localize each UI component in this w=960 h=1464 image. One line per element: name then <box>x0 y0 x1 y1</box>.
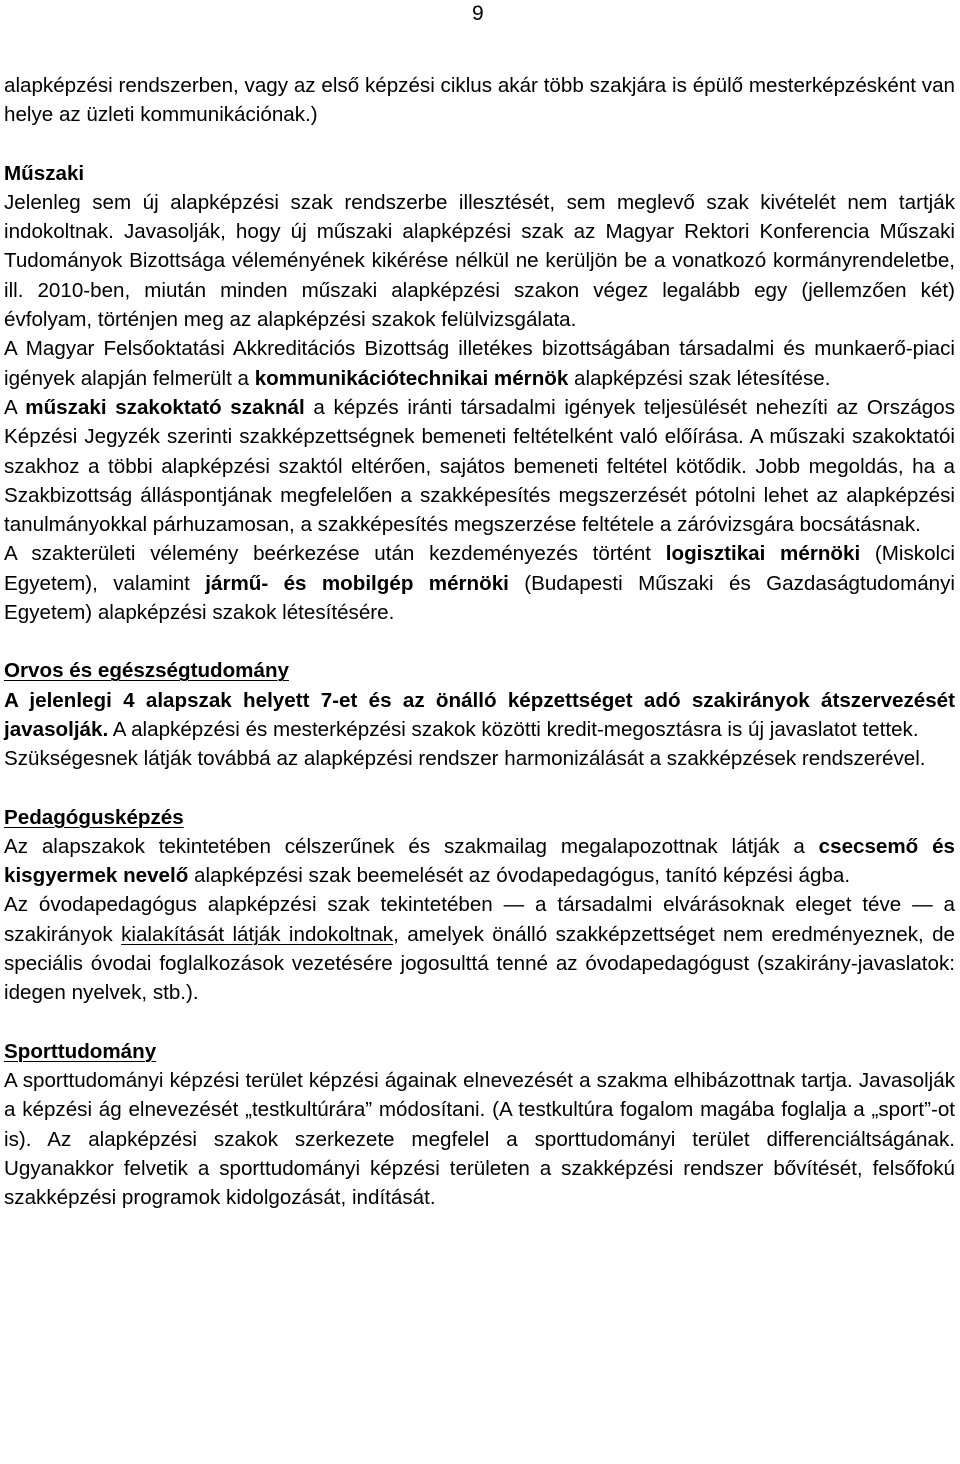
orvos-paragraph-2: Szükségesnek látják továbbá az alapképzési rendszer harmonizálását a szakképzések rendszerével. <box>4 747 926 771</box>
bold-term: jármű- és mobilgép mérnöki <box>205 571 509 595</box>
underlined-phrase: kialakítását látják indokoltnak <box>121 922 394 946</box>
spacer <box>4 130 955 159</box>
section-pedagogus <box>4 803 955 1008</box>
muszaki-paragraph-1: Jelenleg sem új alapképzési szak rendszerbe illesztését, sem meglevő szak kivételét nem tartják indokoltnak. Javasolják, hogy új műszaki alapképzési szak az Magyar Rektori Konferencia Műszaki Tudományok Bizottsága véleményének kikérése nélkül ne kerüljön be a vonatkozó kormányrendeletbe, ill. 2010-ben, miután minden műszaki alapképzési szakon végez legalább egy (jellemzően két) évfolyam, történjen meg az alapképzési szakok felülvizsgálata. <box>4 190 955 332</box>
orvos-paragraph-1 <box>4 686 955 745</box>
text-run: A Magyar Felsőoktatási Akkreditációs Bizottság illetékes bizottságában társadalmi és munkaerő-piaci igények alapján felmerült a <box>4 337 955 390</box>
text-run: alapképzési szak beemelését az óvodapedagógus, tanító képzési ágba. <box>188 864 851 888</box>
section-heading-pedagogus: Pedagógusképzés <box>4 805 184 829</box>
page-number: 9 <box>472 2 484 25</box>
spacer <box>4 1008 955 1037</box>
spacer <box>4 627 955 656</box>
sport-paragraph-1: A sporttudományi képzési terület képzési ágainak elnevezését a szakma elhibázottnak tartja. Javasolják a képzési ág elnevezését „testkultúrára” módosítani. (A testkultúra fogalom magába foglalja a „sport”-ot is). Az alapképzési szakok szerkezete megfelel a sporttudományi terület differenciáltságának. Ugyanakkor felvetik a sporttudományi képzési területen a szakképzési rendszer bővítését, felsőfokú szakképzési programok kidolgozását, indítását. <box>4 1068 955 1210</box>
muszaki-paragraph-3 <box>4 393 955 539</box>
intro-paragraph: alapképzési rendszerben, vagy az első képzési ciklus akár több szakjára is épülő mesterképzésként van helye az üzleti kommunikációnak.) <box>4 74 955 127</box>
bold-statement: A jelenlegi 4 alapszak helyett 7-et és az önálló képzettséget adó szakirányok átszervezését javasolják. <box>4 688 955 741</box>
text-run: A <box>4 395 26 419</box>
document-body <box>4 71 955 1212</box>
text-run: (Miskolci Egyetem), valamint <box>4 542 955 595</box>
text-run: A szakterületi vélemény beérkezése után kezdeményezés történt <box>4 542 666 566</box>
muszaki-paragraph-2 <box>4 334 955 393</box>
bold-term: műszaki szakoktató szaknál <box>25 395 305 419</box>
section-orvos <box>4 656 955 773</box>
pedagogus-paragraph-1 <box>4 832 955 891</box>
section-sport <box>4 1037 955 1213</box>
section-heading-sport: Sporttudomány <box>4 1039 157 1063</box>
muszaki-paragraph-4 <box>4 539 955 627</box>
text-run: Az óvodapedagógus alapképzési szak tekintetében — a társadalmi elvárásoknak eleget téve — a szakirányok <box>4 893 955 946</box>
text-run: (Budapesti Műszaki és Gazdaságtudományi Egyetem) alapképzési szakok létesítésére. <box>4 571 955 625</box>
text-run: alapképzési szak létesítése. <box>568 366 831 390</box>
text-run: , amelyek önálló szakképzettséget nem eredményeznek, de speciális óvodai foglalkozások vezetésére jogosulttá tenné az óvodapedagógust (szakirány-javaslatok: idegen nyelvek, stb.). <box>4 922 955 1005</box>
section-muszaki <box>4 159 955 628</box>
text-run: Az alapszakok tekintetében célszerűnek és szakmailag megalapozottnak látják a <box>4 834 819 858</box>
text-run: A alapképzési és mesterképzési szakok közötti kredit-megosztásra is új javaslatot tettek. <box>108 717 919 741</box>
spacer <box>4 774 955 803</box>
text-run: a képzés iránti társadalmi igények teljesülését nehezíti az Országos Képzési Jegyzék szerinti szakképzettségnek bemeneti feltételként való előírása. A műszaki szakoktatói szakhoz a többi alapképzési szaktól eltérően, sajátos bemeneti feltétel kötődik. Jobb megoldás, ha a Szakbizottság álláspontjának megfelelően a szakképesítés megszerzését pótolni lehet az alapképzési tanulmányokkal párhuzamosan, a szakképesítés megszerzése feltétele a záróvizsgára bocsátásnak. <box>4 395 955 537</box>
bold-term: logisztikai mérnöki <box>665 542 861 566</box>
bold-term: csecsemő és kisgyermek nevelő <box>4 834 955 888</box>
section-heading-orvos: Orvos és egészségtudomány <box>4 659 289 683</box>
section-heading-muszaki: Műszaki <box>4 161 85 185</box>
pedagogus-paragraph-2 <box>4 890 955 1007</box>
bold-term: kommunikációtechnikai mérnök <box>254 366 569 390</box>
